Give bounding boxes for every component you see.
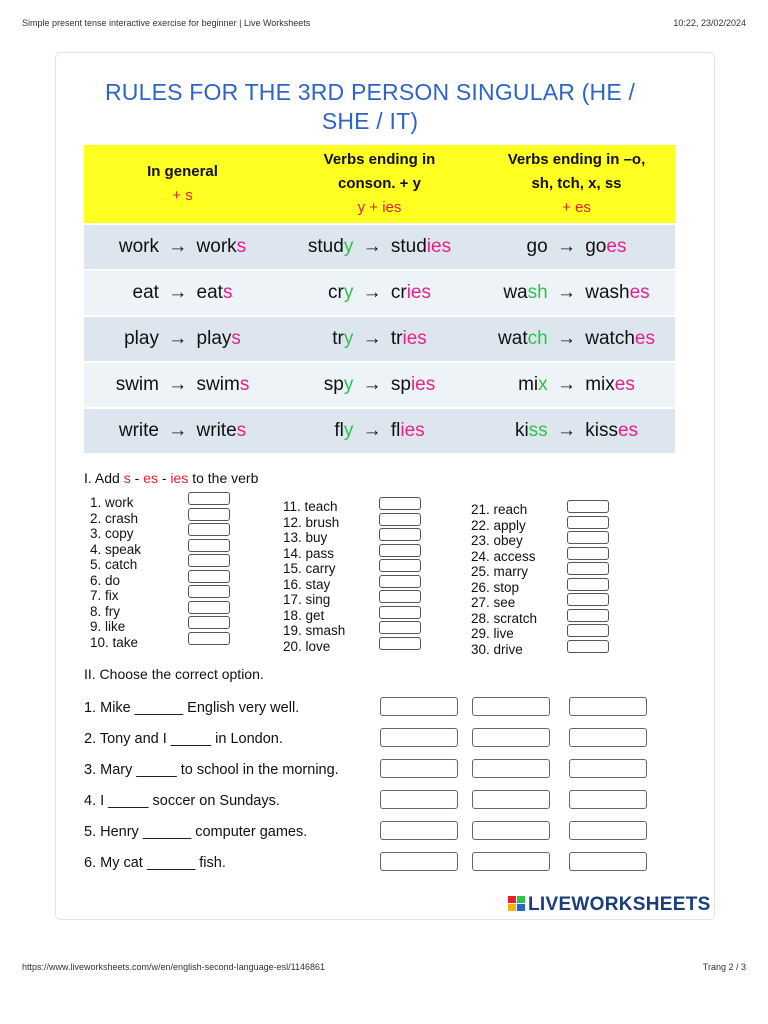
- section-1-title-dash: -: [130, 470, 144, 486]
- rule-example-cell: work → works: [84, 224, 281, 270]
- verb-item: 19. smash: [283, 623, 346, 638]
- verb-item: 15. carry: [283, 561, 336, 576]
- answer-input[interactable]: [188, 601, 230, 614]
- section-1-title-es: es: [143, 470, 158, 486]
- answer-input[interactable]: [188, 554, 230, 567]
- option-select[interactable]: [569, 728, 647, 747]
- answer-input[interactable]: [379, 621, 421, 634]
- section-1-title-dash: -: [157, 470, 171, 486]
- section-1-title-text: I. Add: [84, 470, 124, 486]
- answer-input[interactable]: [567, 578, 609, 591]
- section-1-title-s: s: [123, 470, 131, 486]
- verb-item: 22. apply: [471, 517, 526, 533]
- rule-header-es: [478, 145, 675, 224]
- answer-input[interactable]: [188, 585, 230, 598]
- verb-item: 18. get: [283, 607, 325, 623]
- verb-item: 13. buy: [283, 530, 328, 545]
- option-select[interactable]: [569, 697, 647, 716]
- verb-item: 27. see: [471, 595, 516, 610]
- rule-example-cell: try → tries: [281, 316, 478, 362]
- rule-example-cell: wash → washes: [478, 270, 675, 316]
- answer-input[interactable]: [379, 637, 421, 650]
- print-page-title: Simple present tense interactive exercise for beginner | Live Worksheets: [22, 18, 311, 28]
- option-select[interactable]: [472, 852, 550, 871]
- rule-example-cell: mix → mixes: [478, 362, 675, 408]
- rule-example-row: [84, 316, 675, 362]
- verb-item: 3. copy: [90, 526, 134, 541]
- verb-item: 4. speak: [90, 541, 142, 557]
- rule-header-consonant-y: [281, 145, 478, 224]
- rule-example-row: [84, 408, 675, 453]
- question-item: 4. I _____ soccer on Sundays.: [84, 793, 280, 809]
- answer-boxes-1: [188, 492, 230, 647]
- option-select[interactable]: [380, 728, 458, 747]
- rule-header-text: Verbs ending in: [323, 151, 436, 168]
- section-1-title-ies: ies: [170, 470, 189, 486]
- rule-header-text: conson. + y: [338, 175, 421, 192]
- question-list: [84, 700, 339, 886]
- answer-input[interactable]: [188, 632, 230, 645]
- section-1-title-text: to the verb: [188, 470, 259, 486]
- verb-list-3: [471, 502, 537, 657]
- verb-item: 28. scratch: [471, 610, 538, 626]
- section-1-title: [84, 470, 258, 486]
- rule-header-text: In general: [147, 163, 218, 180]
- rule-header-text: Verbs ending in –o,: [507, 151, 646, 168]
- verb-item: 1. work: [90, 495, 134, 510]
- answer-input[interactable]: [567, 640, 609, 653]
- answer-input[interactable]: [567, 531, 609, 544]
- answer-input[interactable]: [379, 590, 421, 603]
- answer-input[interactable]: [379, 497, 421, 510]
- rule-header-rule: + s: [172, 187, 193, 204]
- verb-item: 11. teach: [283, 499, 338, 514]
- verb-item: 16. stay: [283, 576, 331, 592]
- question-item: 3. Mary _____ to school in the morning.: [84, 762, 339, 778]
- answer-input[interactable]: [379, 559, 421, 572]
- title-line-1: RULES FOR THE 3RD PERSON SINGULAR (HE /: [104, 79, 636, 105]
- verb-item: 9. like: [90, 619, 126, 634]
- answer-boxes-2: [379, 497, 421, 652]
- verb-list-1: [90, 495, 141, 650]
- verb-item: 2. crash: [90, 510, 139, 526]
- answer-input[interactable]: [567, 547, 609, 560]
- answer-input[interactable]: [567, 624, 609, 637]
- verb-item: 25. marry: [471, 564, 529, 579]
- section-2-title: II. Choose the correct option.: [84, 666, 264, 682]
- answer-input[interactable]: [188, 539, 230, 552]
- option-select[interactable]: [472, 728, 550, 747]
- answer-input[interactable]: [379, 575, 421, 588]
- rule-example-row: [84, 270, 675, 316]
- rule-example-row: [84, 362, 675, 408]
- verb-item: 10. take: [90, 634, 139, 650]
- option-select[interactable]: [472, 697, 550, 716]
- verb-item: 23. obey: [471, 533, 523, 548]
- answer-input[interactable]: [188, 570, 230, 583]
- verb-item: 8. fry: [90, 603, 121, 619]
- verb-item: 6. do: [90, 572, 121, 588]
- worksheet-title: [60, 78, 680, 136]
- answer-input[interactable]: [379, 606, 421, 619]
- question-item: 5. Henry ______ computer games.: [84, 824, 308, 840]
- answer-input[interactable]: [379, 528, 421, 541]
- verb-item: 17. sing: [283, 592, 331, 607]
- option-select[interactable]: [472, 790, 550, 809]
- verb-item: 14. pass: [283, 545, 335, 561]
- answer-input[interactable]: [188, 508, 230, 521]
- verb-item: 30. drive: [471, 641, 523, 657]
- option-select[interactable]: [380, 852, 458, 871]
- verb-list-2: [283, 499, 345, 654]
- verb-item: 29. live: [471, 626, 514, 641]
- rule-header-general: [84, 145, 281, 224]
- option-select[interactable]: [380, 821, 458, 840]
- rules-table: [84, 145, 675, 453]
- option-select[interactable]: [569, 790, 647, 809]
- option-select[interactable]: [472, 759, 550, 778]
- verb-item: 20. love: [283, 638, 331, 654]
- option-select[interactable]: [380, 759, 458, 778]
- rule-example-cell: kiss → kisses: [478, 408, 675, 453]
- rule-example-cell: play → plays: [84, 316, 281, 362]
- print-header: [22, 18, 746, 32]
- answer-input[interactable]: [567, 593, 609, 606]
- print-datetime: 10:22, 23/02/2024: [673, 18, 746, 28]
- answer-input[interactable]: [188, 616, 230, 629]
- option-select[interactable]: [569, 759, 647, 778]
- answer-input[interactable]: [567, 500, 609, 513]
- option-select[interactable]: [472, 821, 550, 840]
- verb-item: 24. access: [471, 548, 536, 564]
- rule-example-cell: watch → watches: [478, 316, 675, 362]
- rule-example-cell: eat → eats: [84, 270, 281, 316]
- rule-header-rule: + es: [562, 199, 591, 216]
- rule-example-cell: swim → swims: [84, 362, 281, 408]
- verb-item: 5. catch: [90, 557, 138, 572]
- option-select[interactable]: [569, 821, 647, 840]
- rule-header-text: sh, tch, x, ss: [531, 175, 622, 192]
- rule-example-cell: study → studies: [281, 224, 478, 270]
- rule-example-row: [84, 224, 675, 270]
- question-item: 1. Mike ______ English very well.: [84, 700, 300, 716]
- answer-boxes-3: [567, 500, 609, 655]
- question-item: 2. Tony and I _____ in London.: [84, 731, 283, 747]
- option-select[interactable]: [569, 852, 647, 871]
- verb-item: 26. stop: [471, 579, 520, 595]
- option-select[interactable]: [380, 697, 458, 716]
- print-page-number: Trang 2 / 3: [702, 962, 746, 972]
- verb-item: 21. reach: [471, 502, 528, 517]
- rule-header-rule: y + ies: [357, 199, 402, 216]
- liveworksheets-logo-icon: [508, 896, 526, 912]
- rule-example-cell: fly → flies: [281, 408, 478, 453]
- answer-input[interactable]: [567, 609, 609, 622]
- rule-example-cell: cry → cries: [281, 270, 478, 316]
- rule-example-cell: go → goes: [478, 224, 675, 270]
- verb-item: 12. brush: [283, 514, 340, 530]
- liveworksheets-logo-text: LIVEWORKSHEETS: [528, 894, 711, 915]
- rule-example-cell: spy → spies: [281, 362, 478, 408]
- option-select[interactable]: [380, 790, 458, 809]
- answer-input[interactable]: [379, 544, 421, 557]
- print-url: https://www.liveworksheets.com/w/en/english-second-language-esl/1146861: [22, 962, 325, 972]
- answer-input[interactable]: [379, 513, 421, 526]
- answer-input[interactable]: [188, 492, 230, 505]
- answer-input[interactable]: [567, 562, 609, 575]
- answer-input[interactable]: [567, 516, 609, 529]
- rule-example-cell: write → writes: [84, 408, 281, 453]
- title-line-2: SHE / IT): [321, 108, 419, 134]
- question-item: 6. My cat ______ fish.: [84, 855, 226, 871]
- answer-input[interactable]: [188, 523, 230, 536]
- verb-item: 7. fix: [90, 588, 119, 603]
